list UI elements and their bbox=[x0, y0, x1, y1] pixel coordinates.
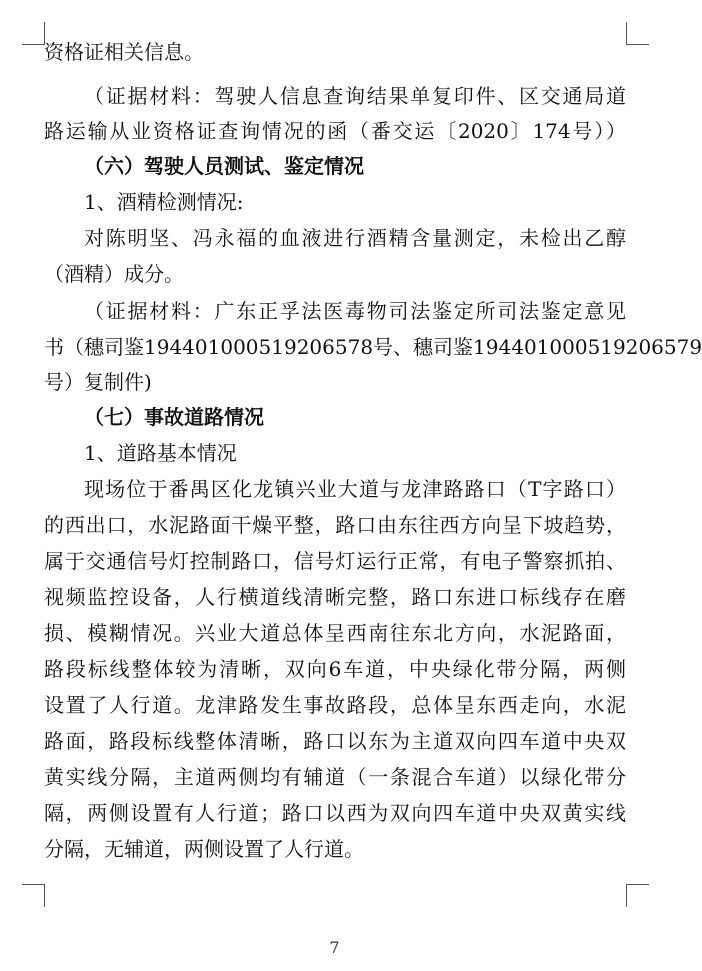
section-heading: （六）驾驶人员测试、鉴定情况 bbox=[84, 154, 364, 178]
text-line: （证据材料：广东正孚法医毒物司法鉴定所司法鉴定意见 bbox=[84, 299, 626, 323]
text-line: 资格证相关信息。 bbox=[44, 40, 204, 64]
text-line: 的西出口，水泥路面干燥平整，路口由东往西方向呈下坡趋势， bbox=[44, 513, 626, 537]
section-heading: （七）事故道路情况 bbox=[84, 405, 264, 429]
crop-mark-top-right bbox=[626, 22, 649, 45]
text-line: 属于交通信号灯控制路口，信号灯运行正常，有电子警察抓拍、 bbox=[44, 549, 626, 573]
crop-mark-top-left bbox=[22, 22, 45, 45]
text-line: 号）复制件) bbox=[44, 370, 152, 394]
text-line: 对陈明坚、冯永福的血液进行酒精含量测定，未检出乙醇 bbox=[84, 226, 626, 250]
text-line: （证据材料：驾驶人信息查询结果单复印件、区交通局道 bbox=[84, 84, 626, 108]
crop-mark-bottom-left bbox=[22, 884, 45, 907]
text-line: 隔，两侧设置有人行道；路口以西为双向四车道中央双黄实线 bbox=[44, 801, 626, 825]
text-line: （酒精）成分。 bbox=[44, 262, 184, 286]
text-line: 视频监控设备，人行横道线清晰完整，路口东进口标线存在磨 bbox=[44, 585, 626, 609]
text-line: 损、模糊情况。兴业大道总体呈西南往东北方向，水泥路面， bbox=[44, 621, 626, 645]
text-line: 1、道路基本情况 bbox=[84, 441, 237, 465]
text-line: 路段标线整体较为清晰，双向6车道，中央绿化带分隔，两侧 bbox=[44, 657, 626, 681]
text-line: 路运输从业资格证查询情况的函（番交运〔2020〕174号）） bbox=[44, 119, 626, 143]
text-line: 路面，路段标线整体清晰，路口以东为主道双向四车道中央双 bbox=[44, 729, 626, 753]
text-line: 书（穗司鉴194401000519206578号、穗司鉴194401000519206579 bbox=[44, 335, 702, 359]
crop-mark-bottom-right bbox=[626, 884, 649, 907]
text-line: 1、酒精检测情况: bbox=[84, 190, 244, 214]
text-line: 现场位于番禺区化龙镇兴业大道与龙津路路口（T字路口） bbox=[84, 477, 626, 501]
page-number: 7 bbox=[329, 938, 340, 957]
text-line: 黄实线分隔，主道两侧均有辅道（一条混合车道）以绿化带分 bbox=[44, 765, 626, 789]
text-line: 分隔，无辅道，两侧设置了人行道。 bbox=[44, 837, 364, 861]
text-line: 设置了人行道。龙津路发生事故路段，总体呈东西走向，水泥 bbox=[44, 693, 626, 717]
